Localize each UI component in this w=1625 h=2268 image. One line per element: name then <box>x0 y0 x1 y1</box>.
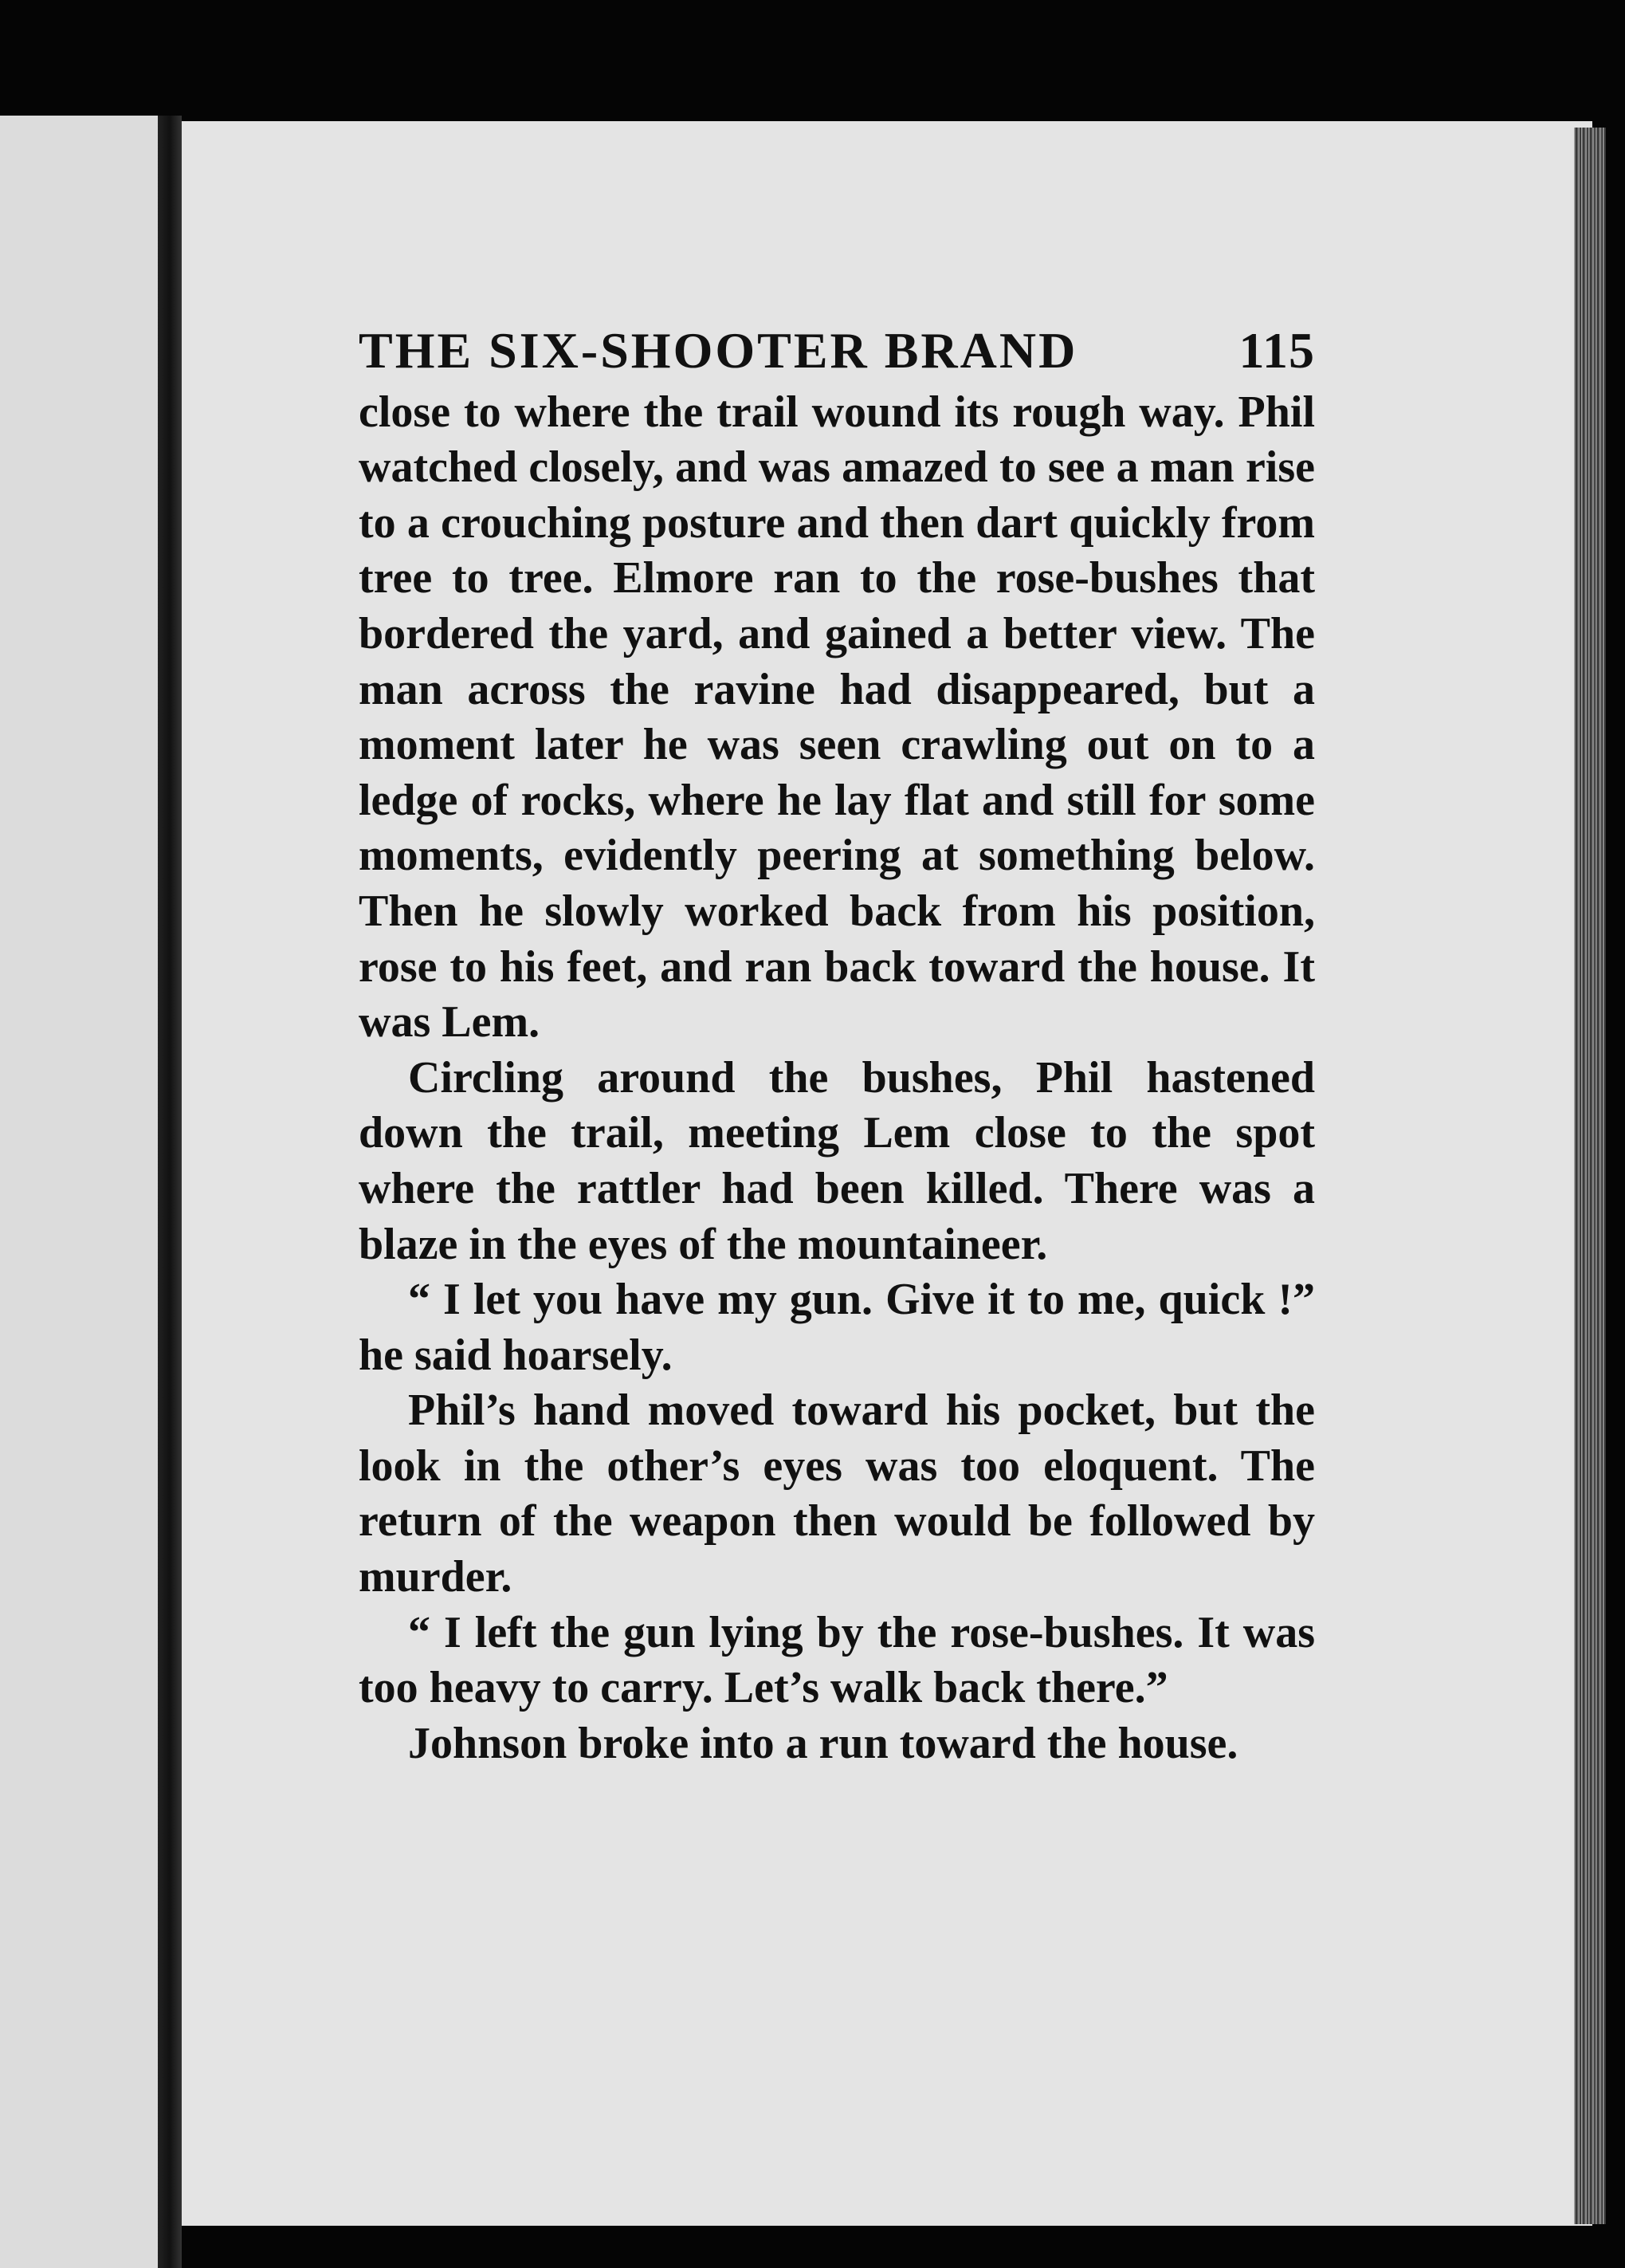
paragraph-4: Phil’s hand moved toward his pocket, but the look in the other’s eyes was too eloquent. The return of the weapon then would be followed by murder. <box>359 1386 1315 1602</box>
running-header <box>359 323 1315 379</box>
paragraph-6: Johnson broke into a run toward the house. <box>408 1718 1238 1768</box>
running-title: THE SIX-SHOOTER BRAND <box>359 322 1078 379</box>
page-number: 115 <box>1238 322 1315 379</box>
page-text <box>359 323 1315 1771</box>
paragraph-1: close to where the trail wound its rough way. Phil watched closely, and was amazed to see a man rise to a crouching posture and then dart quickly from tree to tree. Elmore ran to the rose-bushes that bordered the yard, and gained a better view. The man across the ravine had disappeared, but a moment later he was seen crawling out on to a ledge of rocks, where he lay flat and still for some moments, evidently peering at something below. Then he slowly worked back from his position, rose to his feet, and ran back toward the house. It was Lem. <box>359 387 1315 1048</box>
facing-page <box>0 116 159 2268</box>
paragraph-3: “ I let you have my gun. Give it to me, quick !” he said hoarsely. <box>359 1275 1315 1380</box>
paragraph-5: “ I left the gun lying by the rose-bushes. It was too heavy to carry. Let’s walk back there.” <box>359 1607 1315 1713</box>
paragraph-2: Circling around the bushes, Phil hastened down the trail, meeting Lem close to the spot where the rattler had been killed. There was a blaze in the eyes of the mountaineer. <box>359 1052 1315 1269</box>
page-edges <box>1574 128 1606 2224</box>
book-spine <box>158 116 182 2268</box>
